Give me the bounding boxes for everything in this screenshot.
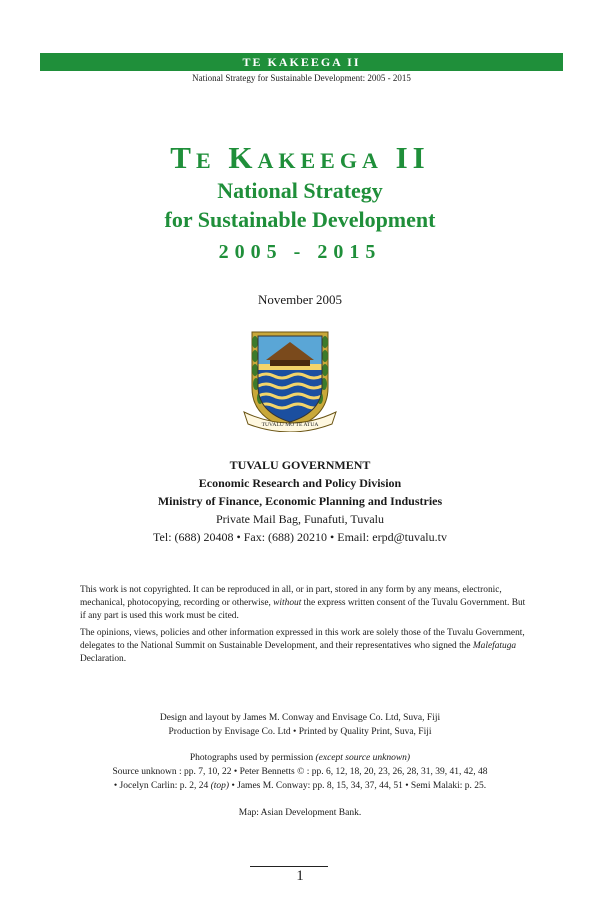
copyright-text-2: the express written consent of the Tuvalu Government. But if any part is used this work must be cited. — [80, 598, 526, 621]
title-line-1: National Strategy — [217, 178, 383, 203]
title-block — [0, 140, 600, 268]
legal-notice — [80, 584, 528, 670]
photos-label: Photographs used by permission — [189, 753, 316, 763]
copyright-paragraph — [80, 584, 528, 623]
tuvalu-coat-of-arms-icon — [238, 330, 342, 432]
photo-credits-line-2 — [0, 779, 600, 793]
disclaimer-text-1: The opinions, views, policies and other information expressed in this work are solely those of the Tuvalu Government, delegates to the National Summit on Sustainable Development, and their representatives who signed the — [80, 628, 525, 651]
disclaimer-paragraph — [80, 627, 528, 666]
page-number-rule — [250, 866, 328, 867]
crest-motto: TUVALU MO TE ATUA — [261, 422, 319, 428]
photo-credits-2a: • Jocelyn Carlin: p. 2, 24 — [113, 781, 211, 791]
map-credit: Map: Asian Development Bank. — [238, 808, 362, 818]
design-credit: Design and layout by James M. Conway and Envisage Co. Ltd, Suva, Fiji — [159, 713, 441, 723]
ministry-name: Ministry of Finance, Economic Planning and Industries — [157, 494, 443, 508]
credits-block — [0, 711, 600, 793]
photo-credits-2b: • James M. Conway: pp. 8, 15, 34, 37, 44, 51 • Semi Malaki: p. 25. — [229, 781, 487, 791]
copyright-emphasis: without — [273, 598, 302, 608]
photos-heading — [0, 751, 600, 765]
government-name: TUVALU GOVERNMENT — [229, 458, 371, 472]
government-block — [0, 456, 600, 546]
document-title: Te Kakeega II — [170, 140, 430, 175]
title-line-2: for Sustainable Development — [164, 207, 436, 232]
copyright-text-1: This work is not copyrighted. It can be reproduced in all, or in part, stored in any form by any means, electronic, mechanical, photocopying, recording or otherwise, — [80, 585, 502, 608]
disclaimer-text-2: Declaration. — [80, 654, 127, 664]
disclaimer-emphasis: Malefatuga — [472, 641, 517, 651]
photo-credits-line-1: Source unknown : pp. 7, 10, 22 • Peter Bennetts © : pp. 6, 12, 18, 20, 23, 26, 28, 31, 39, 41, 42, 48 — [112, 767, 488, 777]
contact-line: Tel: (688) 20408 • Fax: (688) 20210 • Email: erpd@tuvalu.tv — [153, 530, 447, 544]
page-number: 1 — [296, 868, 304, 884]
publication-date: November 2005 — [257, 292, 343, 307]
postal-address: Private Mail Bag, Funafuti, Tuvalu — [216, 512, 384, 526]
division-name: Economic Research and Policy Division — [198, 476, 402, 490]
title-years: 2005 - 2015 — [218, 241, 382, 263]
photos-note: (except source unknown) — [315, 753, 411, 763]
header-banner: TE KAKEEGA II — [40, 53, 563, 71]
header-subtitle: National Strategy for Sustainable Development: 2005 - 2015 — [192, 73, 411, 83]
photo-credits-top: (top) — [210, 781, 230, 791]
production-credit: Production by Envisage Co. Ltd • Printed by Quality Print, Suva, Fiji — [168, 727, 432, 737]
